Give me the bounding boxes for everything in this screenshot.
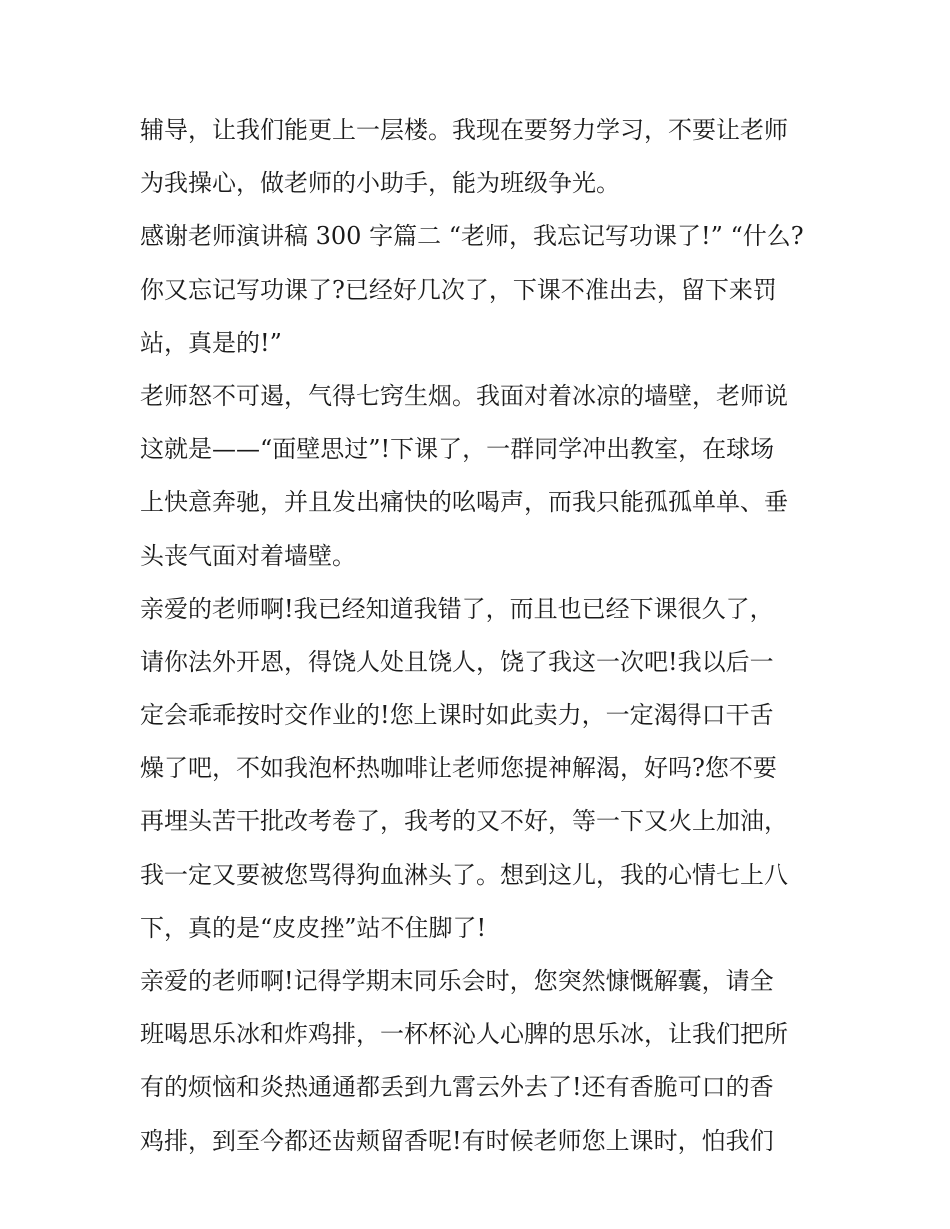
text-line: 为我操心，做老师的小助手，能为班级争光。 [140,169,620,198]
text-line: 下，真的是“皮皮挫”站不住脚了! [140,913,487,942]
text-line: 班喝思乐冰和炸鸡排，一杯杯沁人心脾的思乐冰，让我们把所 [140,1020,788,1049]
text-line: 鸡排，到至今都还齿颊留香呢!有时候老师您上课时，怕我们 [140,1126,774,1155]
text-line: 老师怒不可遏，气得七窍生烟。我面对着冰凉的墙壁，老师说 [140,381,788,410]
text-line: 有的烦恼和炎热通通都丢到九霄云外去了!还有香脆可口的香 [140,1073,774,1102]
text-line: 亲爱的老师啊!我已经知道我错了，而且也已经下课很久了， [140,594,774,623]
text-line: 请你法外开恩，得饶人处且饶人，饶了我这一次吧!我以后一 [140,647,774,676]
text-line: 辅导，让我们能更上一层楼。我现在要努力学习，不要让老师 [140,116,788,144]
text-line: 定会乖乖按时交作业的!您上课时如此卖力，一定渴得口干舌 [140,701,774,730]
text-line: 亲爱的老师啊!记得学期末同乐会时，您突然慷慨解囊，请全 [140,967,774,995]
text-line: 感谢老师演讲稿 300 字篇二 “老师，我忘记写功课了!” “什么? [140,222,804,251]
text-line: 再埋头苦干批改考卷了，我考的又不好，等一下又火上加油， [140,807,788,836]
text-line: 上快意奔驰，并且发出痛快的吆喝声，而我只能孤孤单单、垂 [140,488,788,517]
text-line: 你又忘记写功课了?已经好几次了，下课不准出去，留下来罚 [140,275,777,304]
document-body [140,104,820,1168]
text-line: 头丧气面对着墙壁。 [140,541,356,570]
text-line: 燥了吧，不如我泡杯热咖啡让老师您提神解渴，好吗?您不要 [140,754,777,783]
text-line: 这就是——“面壁思过”!下课了，一群同学冲出教室，在球场 [140,435,775,464]
text-line: 我一定又要被您骂得狗血淋头了。想到这儿，我的心情七上八 [140,860,788,889]
text-line: 站，真是的!” [140,328,282,357]
